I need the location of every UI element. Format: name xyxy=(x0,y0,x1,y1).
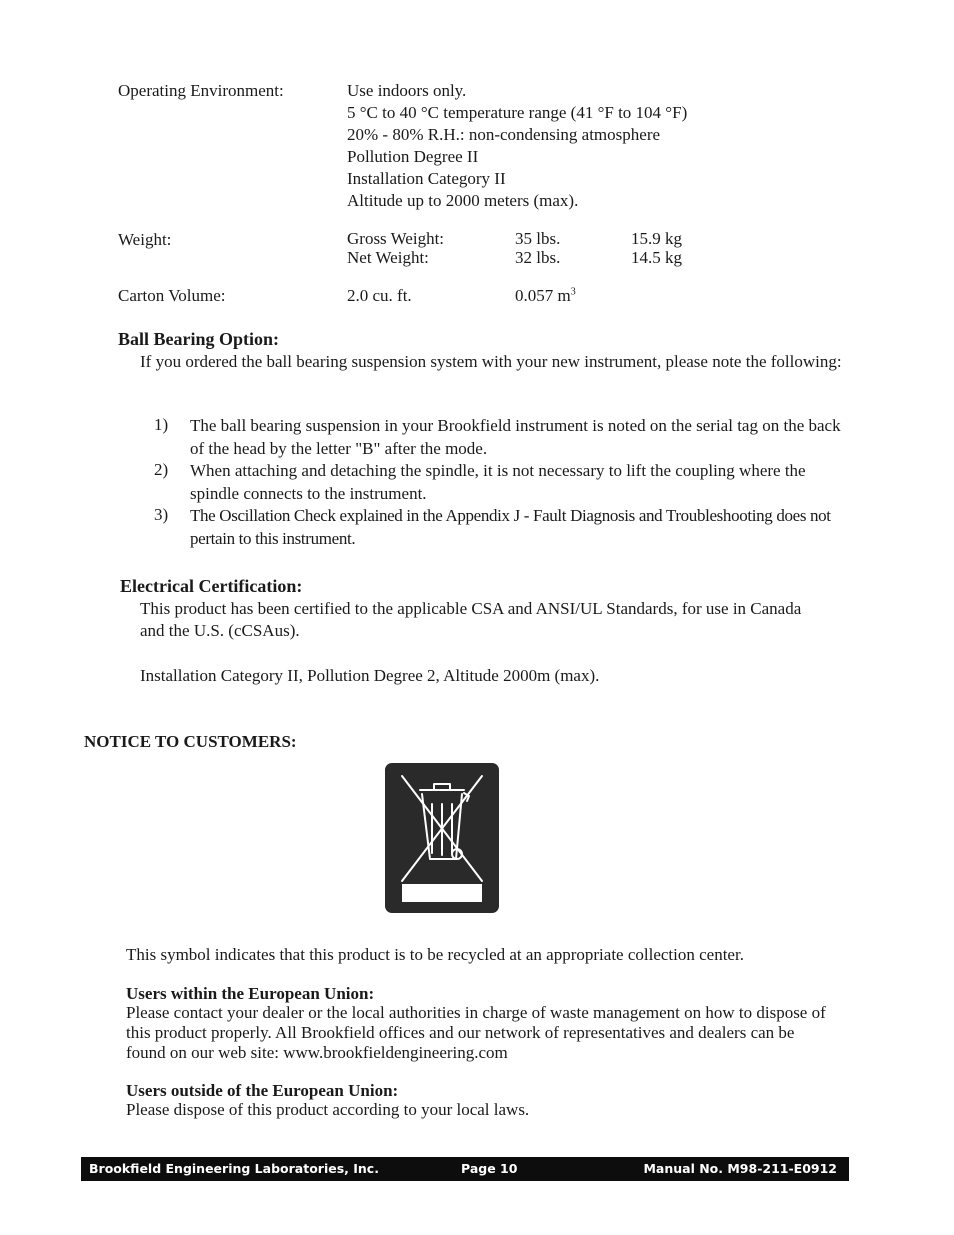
spec-line: Use indoors only. xyxy=(347,81,467,100)
non-eu-users-text: Please dispose of this product according to your local laws. xyxy=(126,1100,530,1119)
net-weight-lbs: 32 lbs. xyxy=(515,248,561,267)
electrical-certification-heading: Electrical Certification: xyxy=(120,576,303,596)
footer-manual-number: Manual No. M98-211-E0912 xyxy=(643,1161,837,1176)
non-eu-users-heading: Users outside of the European Union: xyxy=(126,1081,399,1100)
list-item-number: 1) xyxy=(154,415,169,434)
net-weight-name: Net Weight: xyxy=(347,248,429,267)
operating-environment-values xyxy=(347,80,687,212)
gross-weight-name: Gross Weight: xyxy=(347,229,445,248)
list-item-number: 2) xyxy=(154,460,169,479)
installation-category-text: Installation Category II, Pollution Degree 2, Altitude 2000m (max). xyxy=(140,666,600,685)
symbol-explanation: This symbol indicates that this product is to be recycled at an appropriate collection center. xyxy=(126,945,744,964)
notice-heading: NOTICE TO CUSTOMERS: xyxy=(84,732,297,751)
spec-line: Pollution Degree II xyxy=(347,147,479,166)
list-item: When attaching and detaching the spindle, it is not necessary to lift the coupling where the spindle connects to the instrument. xyxy=(190,461,806,503)
carton-volume-metric-value: 0.057 m xyxy=(515,286,571,305)
gross-weight-kg: 15.9 kg xyxy=(631,229,682,248)
spec-line: Installation Category II xyxy=(347,169,506,188)
page-footer xyxy=(81,1157,849,1181)
carton-volume-exponent: 3 xyxy=(570,286,576,298)
carton-volume-imperial: 2.0 cu. ft. xyxy=(347,286,412,305)
ball-bearing-heading: Ball Bearing Option: xyxy=(118,329,280,349)
ball-bearing-intro: If you ordered the ball bearing suspension system with your new instrument, please note the following: xyxy=(140,352,842,371)
footer-page-number: Page 10 xyxy=(461,1161,518,1176)
eu-users-text: Please contact your dealer or the local authorities in charge of waste management on how to dispose of this product properly. All Brookfield offices and our network of representatives and dealers can be found on our web site: www.brookfieldengineering.com xyxy=(126,1003,826,1062)
eu-users-heading: Users within the European Union: xyxy=(126,984,375,1003)
weee-crossed-bin-icon xyxy=(385,763,499,913)
weight-label: Weight: xyxy=(118,230,172,249)
spec-line: 20% - 80% R.H.: non-condensing atmosphere xyxy=(347,125,661,144)
list-item-number: 3) xyxy=(154,505,169,524)
carton-volume-metric xyxy=(515,285,576,307)
operating-environment-label: Operating Environment: xyxy=(118,81,284,100)
footer-company: Brookfield Engineering Laboratories, Inc. xyxy=(89,1161,379,1176)
list-item: The ball bearing suspension in your Brookfield instrument is noted on the serial tag on the back of the head by the letter "B" after the mode. xyxy=(190,416,841,458)
electrical-certification-text: This product has been certified to the applicable CSA and ANSI/UL Standards, for use in Canada and the U.S. (cCSAus). xyxy=(140,599,802,640)
list-item: The Oscillation Check explained in the Appendix J - Fault Diagnosis and Troubleshooting does not pertain to this instrument. xyxy=(190,506,831,548)
spec-line: Altitude up to 2000 meters (max). xyxy=(347,191,579,210)
spec-line: 5 °C to 40 °C temperature range (41 °F to 104 °F) xyxy=(347,103,688,122)
carton-volume-label: Carton Volume: xyxy=(118,286,226,305)
gross-weight-lbs: 35 lbs. xyxy=(515,229,561,248)
net-weight-kg: 14.5 kg xyxy=(631,248,682,267)
